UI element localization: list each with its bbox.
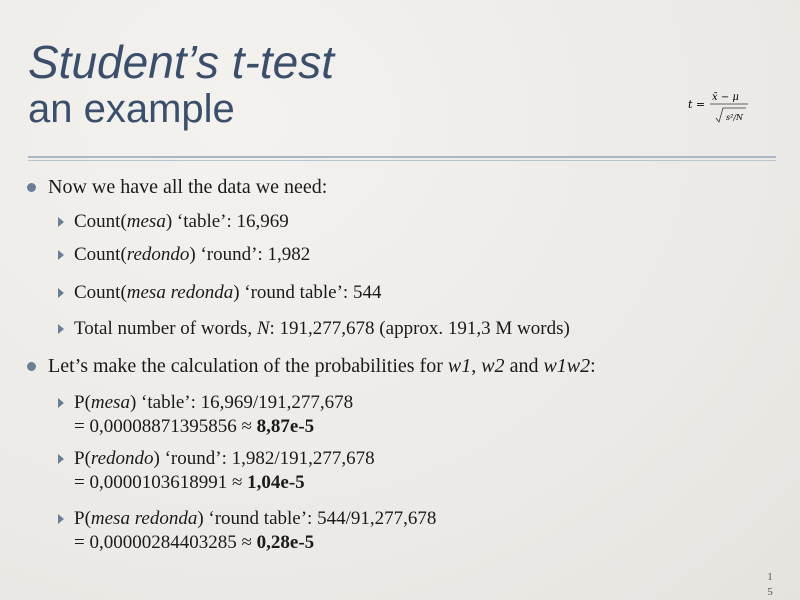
triangle-bullet-icon — [58, 250, 64, 260]
formula-lhs: t = — [688, 98, 706, 111]
sub-bullet-total-words: Total number of words, N: 191,277,678 (approx. 191,3 M words) — [24, 317, 784, 341]
formula-numerator: x̄ − μ — [712, 92, 739, 103]
title-main: Student’s t-test — [28, 36, 334, 88]
title-divider-bottom — [28, 160, 776, 161]
triangle-bullet-icon — [58, 454, 64, 464]
t-test-formula — [688, 88, 758, 138]
triangle-bullet-icon — [58, 398, 64, 408]
page-number: 1 5 — [767, 571, 773, 598]
title-divider-top — [28, 156, 776, 158]
bullet-dot-icon — [27, 362, 36, 371]
triangle-bullet-icon — [58, 514, 64, 524]
sub-bullet-count-redondo: Count(redondo) ‘round’: 1,982 — [24, 243, 784, 267]
sub-bullet-prob-redondo: P(redondo) ‘round’: 1,982/191,277,678 = 0,0000103618991 ≈ 1,04e-5 — [24, 447, 784, 495]
bullet-dot-icon — [27, 183, 36, 192]
triangle-bullet-icon — [58, 217, 64, 227]
bullet-data-needed: Now we have all the data we need: — [24, 174, 784, 200]
triangle-bullet-icon — [58, 288, 64, 298]
formula-denominator: s²/N — [726, 113, 744, 122]
title-subtitle: an example — [28, 87, 235, 132]
slide-body — [24, 174, 784, 563]
sub-bullet-count-mesa: Count(mesa) ‘table’: 16,969 — [24, 210, 784, 234]
slide-title — [28, 38, 334, 130]
sub-bullet-count-mesa-redonda: Count(mesa redonda) ‘round table’: 544 — [24, 281, 784, 305]
sub-bullet-prob-mesa: P(mesa) ‘table’: 16,969/191,277,678 = 0,00008871395856 ≈ 8,87e-5 — [24, 391, 784, 439]
triangle-bullet-icon — [58, 324, 64, 334]
sub-bullet-prob-mesa-redonda: P(mesa redonda) ‘round table’: 544/91,277,678 = 0,00000284403285 ≈ 0,28e-5 — [24, 507, 784, 555]
bullet-calculation: Let’s make the calculation of the probabilities for w1, w2 and w1w2: — [24, 353, 784, 379]
